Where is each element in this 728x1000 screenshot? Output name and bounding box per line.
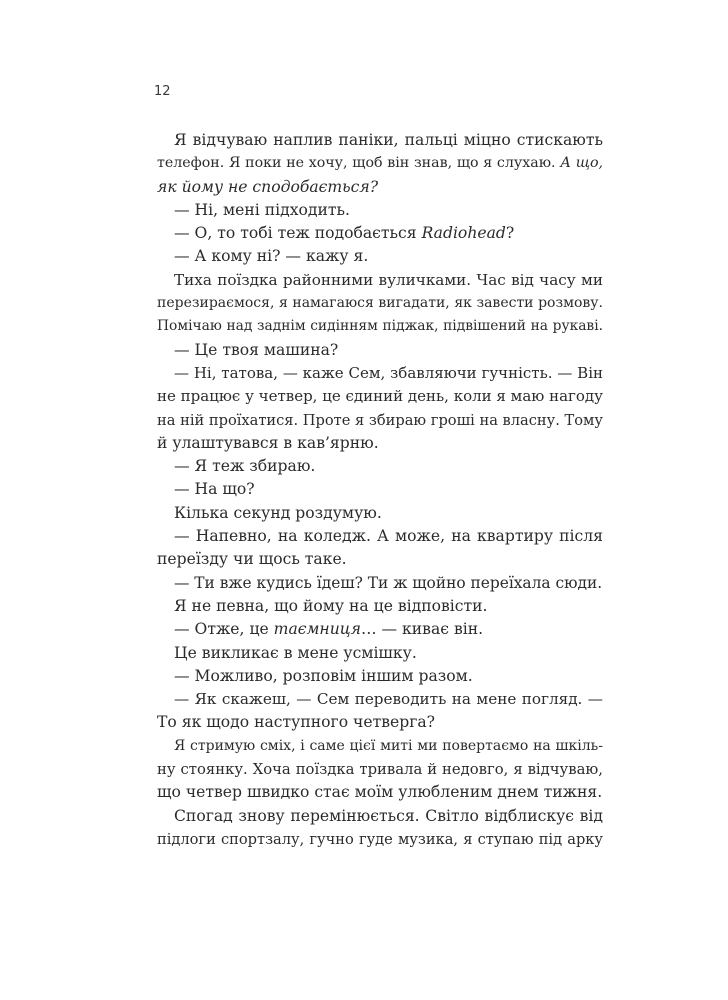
italic-text: А що, — [560, 155, 603, 172]
text-segment: — На що? — [174, 480, 255, 499]
italic-text: як йому не сподобається? — [157, 177, 379, 196]
text-segment: Я не певна, що йому на це відповісти. — [174, 596, 488, 615]
text-segment: на ній проїхатися. Проте я збираю гроші на власну. Тому — [157, 411, 603, 429]
text-line — [157, 711, 603, 734]
text-line — [157, 129, 603, 152]
text-segment: — Це твоя машина? — [174, 340, 339, 359]
text-segment: Кілька секунд роздумую. — [174, 503, 382, 522]
text-line — [157, 572, 603, 595]
text-line — [157, 781, 603, 804]
text-line — [157, 222, 603, 245]
text-line — [157, 688, 603, 711]
text-segment: — Ти вже кудись їдеш? Ти ж щойно переїхала сюди. — [174, 573, 603, 592]
text-segment: ну стоянку. Хоча поїздка тривала й недовго, я відчуваю, — [157, 761, 603, 779]
page-number: 12 — [154, 84, 171, 99]
text-line — [157, 478, 603, 501]
text-segment: … — киває він. — [360, 620, 484, 639]
text-line — [157, 176, 603, 199]
text-line — [157, 502, 603, 525]
text-segment: — Як скажеш, — Сем переводить на мене погляд. — — [174, 690, 603, 709]
text-line — [157, 432, 603, 455]
text-segment: Я відчуваю наплив паніки, пальці міцно стискають — [174, 131, 603, 149]
text-segment: ? — [505, 224, 515, 243]
text-segment: що четвер швидко стає моїм улюбленим днем тижня. — [157, 783, 603, 802]
text-line — [157, 525, 603, 548]
text-segment: переїзду чи щось таке. — [157, 550, 347, 569]
text-segment: — А кому ні? — кажу я. — [174, 247, 369, 266]
text-segment: й улаштувався в кав’ярню. — [157, 433, 379, 452]
text-line — [157, 292, 603, 315]
text-segment: — Можливо, розповім іншим разом. — [174, 666, 473, 685]
text-line — [157, 409, 603, 432]
text-segment: перезираємося, я намагаюся вигадати, як завести розмову. — [157, 295, 603, 312]
text-line — [157, 828, 603, 851]
text-line — [157, 805, 603, 828]
text-segment: — Напевно, на коледж. А може, на квартиру після — [174, 527, 603, 546]
text-line — [157, 339, 603, 362]
text-line — [157, 618, 603, 641]
text-segment: — Отже, це — [174, 620, 274, 639]
text-line — [157, 735, 603, 758]
italic-text: Radiohead — [421, 224, 506, 243]
text-segment: Помічаю над заднім сидінням піджак, підвішений на рукаві. — [157, 318, 603, 335]
text-line — [157, 245, 603, 268]
text-segment: підлоги спортзалу, гучно гуде музика, я ступаю під арку — [157, 830, 603, 848]
text-segment: Це викликає в мене усмішку. — [174, 643, 417, 662]
text-segment: То як щодо наступного четверга? — [157, 713, 436, 732]
text-line — [157, 595, 603, 618]
text-segment: — Ні, мені підходить. — [174, 200, 350, 219]
body-text — [157, 129, 603, 851]
text-line — [157, 665, 603, 688]
text-line — [157, 642, 603, 665]
italic-text: таємниця — [273, 620, 361, 639]
text-segment: — О, то тобі теж подобається — [174, 224, 422, 243]
text-line — [157, 758, 603, 781]
text-line — [157, 362, 603, 385]
text-segment: Спогад знову перемінюється. Світло відблискує від — [174, 806, 603, 825]
text-line — [157, 385, 603, 408]
text-segment: телефон. Я поки не хочу, щоб він знав, що я слухаю. — [157, 155, 561, 172]
text-segment: — Я теж збираю. — [174, 457, 316, 476]
text-line — [157, 548, 603, 571]
text-segment: Тиха поїздка районними вуличками. Час від часу ми — [174, 270, 603, 289]
text-line — [157, 152, 603, 175]
text-line — [157, 199, 603, 222]
text-line — [157, 455, 603, 478]
text-segment: Я стримую сміх, і саме цієї миті ми повертаємо на шкіль- — [174, 737, 603, 754]
text-segment: не працює у четвер, це єдиний день, коли я маю нагоду — [157, 387, 603, 406]
text-segment: — Ні, татова, — каже Сем, збавляючи гучність. — Він — [174, 363, 603, 382]
text-line — [157, 269, 603, 292]
text-line — [157, 315, 603, 338]
